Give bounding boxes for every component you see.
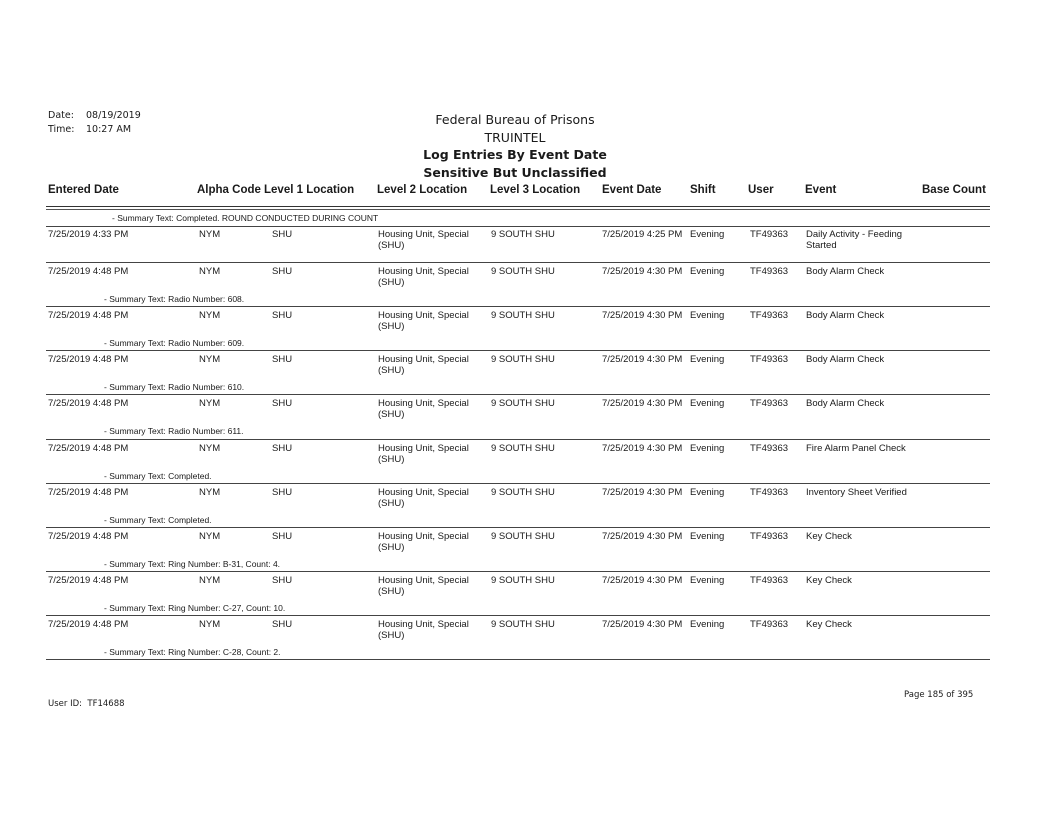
footer-user-id [48,699,125,709]
cell-shift: Evening [690,443,725,454]
report-date [48,110,141,121]
cell-alpha-code: NYM [199,443,221,454]
cell-shift: Evening [690,531,725,542]
cell-level3-location: 9 SOUTH SHU [491,575,555,586]
cell-level2-location: Housing Unit, Special (SHU) [378,398,469,420]
row-summary-text: - Summary Text: Ring Number: C-27, Count: 10. [104,603,286,613]
col-header-shift: Shift [690,184,716,196]
report-title [380,111,650,181]
row-divider [46,483,990,484]
cell-shift: Evening [690,487,725,498]
cell-shift: Evening [690,398,725,409]
cell-level3-location: 9 SOUTH SHU [491,354,555,365]
row-summary-text: - Summary Text: Ring Number: B-31, Count: 4. [104,559,281,569]
row-summary-text: - Summary Text: Radio Number: 611. [104,426,244,436]
report-time [48,124,131,135]
cell-level1-location: SHU [272,619,293,630]
cell-entered-date: 7/25/2019 4:48 PM [48,398,129,409]
row-summary-text: - Summary Text: Radio Number: 608. [104,294,245,304]
cell-event-date: 7/25/2019 4:30 PM [602,354,683,365]
cell-level3-location: 9 SOUTH SHU [491,266,555,277]
cell-event-date: 7/25/2019 4:30 PM [602,443,683,454]
row-summary-text: - Summary Text: Radio Number: 609. [104,338,245,348]
cell-level2-location: Housing Unit, Special (SHU) [378,354,469,376]
top-summary-text: - Summary Text: Completed. ROUND CONDUCTED DURING COUNT [112,213,379,223]
row-divider [46,350,990,351]
user-id-label: User ID: [48,699,82,709]
cell-level2-location: Housing Unit, Special (SHU) [378,443,469,465]
row-divider [46,306,990,307]
cell-user: TF49363 [750,443,789,454]
date-value: 08/19/2019 [86,110,141,121]
cell-event: Key Check [806,619,852,630]
row-summary-text: - Summary Text: Radio Number: 610. [104,382,245,392]
cell-user: TF49363 [750,266,789,277]
cell-event-date: 7/25/2019 4:30 PM [602,531,683,542]
cell-entered-date: 7/25/2019 4:48 PM [48,310,129,321]
cell-shift: Evening [690,266,725,277]
cell-level2-location: Housing Unit, Special (SHU) [378,229,469,251]
cell-level1-location: SHU [272,398,293,409]
cell-event: Body Alarm Check [806,398,885,409]
cell-level2-location: Housing Unit, Special (SHU) [378,487,469,509]
cell-level2-location: Housing Unit, Special (SHU) [378,310,469,332]
row-divider [46,262,990,263]
cell-event-date: 7/25/2019 4:30 PM [602,619,683,630]
cell-entered-date: 7/25/2019 4:48 PM [48,266,129,277]
cell-event-date: 7/25/2019 4:30 PM [602,575,683,586]
cell-alpha-code: NYM [199,575,221,586]
col-header-level2: Level 2 Location [377,184,468,196]
cell-entered-date: 7/25/2019 4:48 PM [48,487,129,498]
cell-event: Body Alarm Check [806,310,885,321]
cell-entered-date: 7/25/2019 4:48 PM [48,531,129,542]
cell-shift: Evening [690,354,725,365]
header-rule-secondary [46,209,990,210]
cell-event: Inventory Sheet Verified [806,487,907,498]
cell-level2-location: Housing Unit, Special (SHU) [378,266,469,288]
cell-entered-date: 7/25/2019 4:33 PM [48,229,129,240]
cell-alpha-code: NYM [199,354,221,365]
cell-level1-location: SHU [272,575,293,586]
cell-event-date: 7/25/2019 4:25 PM [602,229,683,240]
row-divider [46,394,990,395]
title-report-name: Log Entries By Event Date [423,147,607,162]
cell-event: Daily Activity - Feeding Started [806,229,903,251]
cell-alpha-code: NYM [199,487,221,498]
cell-level3-location: 9 SOUTH SHU [491,229,555,240]
col-header-level1: Level 1 Location [264,184,355,196]
cell-entered-date: 7/25/2019 4:48 PM [48,443,129,454]
cell-level1-location: SHU [272,310,293,321]
cell-user: TF49363 [750,531,789,542]
cell-user: TF49363 [750,398,789,409]
cell-user: TF49363 [750,575,789,586]
cell-user: TF49363 [750,487,789,498]
cell-event-date: 7/25/2019 4:30 PM [602,310,683,321]
cell-shift: Evening [690,310,725,321]
row-summary-text: - Summary Text: Completed. [104,471,212,481]
cell-alpha-code: NYM [199,619,221,630]
cell-shift: Evening [690,229,725,240]
cell-shift: Evening [690,575,725,586]
cell-level1-location: SHU [272,531,293,542]
header-rule [46,206,990,207]
cell-alpha-code: NYM [199,531,221,542]
user-id-value: TF14688 [87,699,125,709]
cell-alpha-code: NYM [199,266,221,277]
col-header-event: Event [805,184,837,196]
cell-event-date: 7/25/2019 4:30 PM [602,266,683,277]
cell-level3-location: 9 SOUTH SHU [491,398,555,409]
cell-event-date: 7/25/2019 4:30 PM [602,398,683,409]
cell-event: Body Alarm Check [806,354,885,365]
cell-level2-location: Housing Unit, Special (SHU) [378,619,469,641]
page-number: Page 185 of 395 [904,690,974,700]
time-label: Time: [48,124,75,135]
cell-alpha-code: NYM [199,398,221,409]
cell-level3-location: 9 SOUTH SHU [491,310,555,321]
cell-shift: Evening [690,619,725,630]
row-divider [46,439,990,440]
cell-level3-location: 9 SOUTH SHU [491,531,555,542]
cell-user: TF49363 [750,354,789,365]
col-header-base-count: Base Count [922,184,986,196]
cell-entered-date: 7/25/2019 4:48 PM [48,619,129,630]
cell-user: TF49363 [750,310,789,321]
col-header-entered-date: Entered Date [48,184,119,196]
cell-entered-date: 7/25/2019 4:48 PM [48,354,129,365]
title-agency: Federal Bureau of Prisons [435,112,595,127]
cell-level3-location: 9 SOUTH SHU [491,443,555,454]
row-divider [46,615,990,616]
cell-event-date: 7/25/2019 4:30 PM [602,487,683,498]
col-header-event-date: Event Date [602,184,662,196]
row-divider [46,527,990,528]
cell-alpha-code: NYM [199,229,221,240]
cell-level1-location: SHU [272,229,293,240]
row-summary-text: - Summary Text: Ring Number: C-28, Count: 2. [104,647,281,657]
cell-user: TF49363 [750,619,789,630]
cell-level2-location: Housing Unit, Special (SHU) [378,575,469,597]
cell-event: Fire Alarm Panel Check [806,443,906,454]
date-label: Date: [48,110,74,121]
cell-level1-location: SHU [272,354,293,365]
col-header-level3: Level 3 Location [490,184,581,196]
cell-level1-location: SHU [272,443,293,454]
cell-event: Key Check [806,531,852,542]
cell-event: Key Check [806,575,852,586]
cell-level1-location: SHU [272,487,293,498]
title-classification: Sensitive But Unclassified [423,164,607,180]
cell-entered-date: 7/25/2019 4:48 PM [48,575,129,586]
cell-level1-location: SHU [272,266,293,277]
cell-level2-location: Housing Unit, Special (SHU) [378,531,469,553]
cell-alpha-code: NYM [199,310,221,321]
row-divider [46,226,990,227]
cell-event: Body Alarm Check [806,266,885,277]
row-summary-text: - Summary Text: Completed. [104,515,212,525]
col-header-alpha-code: Alpha Code [197,184,261,196]
cell-user: TF49363 [750,229,789,240]
row-divider [46,659,990,660]
cell-level3-location: 9 SOUTH SHU [491,619,555,630]
title-system: TRUINTEL [484,129,546,145]
col-header-user: User [748,184,774,196]
row-divider [46,571,990,572]
time-value: 10:27 AM [86,124,132,135]
cell-level3-location: 9 SOUTH SHU [491,487,555,498]
